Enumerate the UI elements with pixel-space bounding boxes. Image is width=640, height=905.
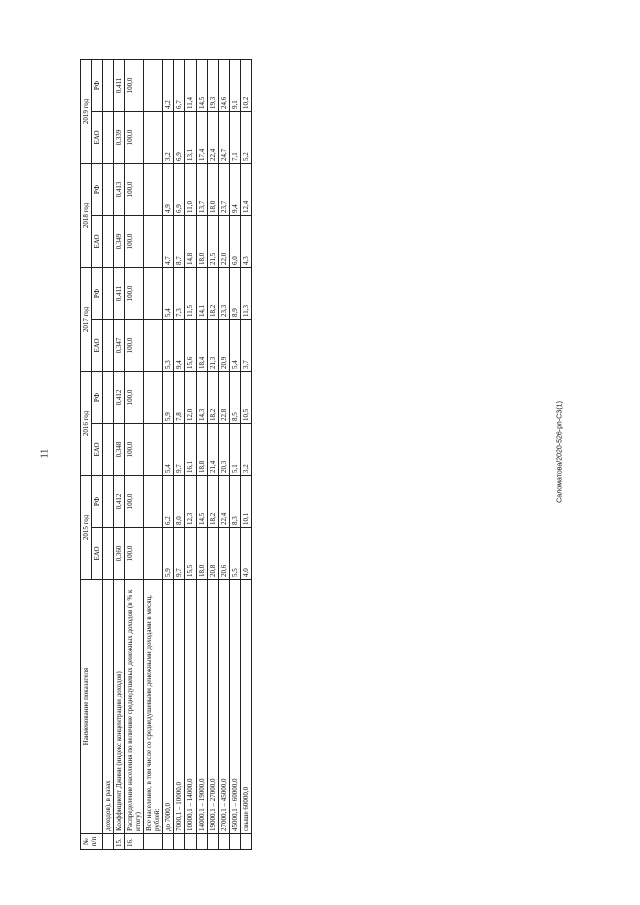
cell-eao: 15,5 bbox=[185, 528, 196, 580]
cell-rf: 6,9 bbox=[174, 164, 185, 216]
cell-eao: 5,3 bbox=[163, 320, 174, 372]
header-year: 2019 год bbox=[81, 60, 92, 164]
row-name: до 7000,0 bbox=[163, 580, 174, 834]
cell-eao: 9,4 bbox=[174, 320, 185, 372]
cell-eao: 5,4 bbox=[163, 424, 174, 476]
cell-eao: 18,0 bbox=[196, 216, 207, 268]
row-number: 15. bbox=[114, 834, 125, 850]
table-row bbox=[174, 60, 185, 850]
cell-eao: 8,7 bbox=[174, 216, 185, 268]
cell-eao bbox=[144, 528, 163, 580]
cell-eao: 3,2 bbox=[163, 112, 174, 164]
header-eao: ЕАО bbox=[92, 216, 103, 268]
cell-rf bbox=[144, 372, 163, 424]
cell-rf: 18,2 bbox=[207, 268, 218, 320]
cell-eao: 20,3 bbox=[218, 424, 229, 476]
header-eao: ЕАО bbox=[92, 528, 103, 580]
cell-eao: 0,348 bbox=[114, 424, 125, 476]
cell-rf bbox=[144, 268, 163, 320]
cell-eao: 20,9 bbox=[218, 320, 229, 372]
cell-eao: 5,5 bbox=[229, 528, 240, 580]
cell-rf: 8,0 bbox=[174, 476, 185, 528]
cell-rf: 11,0 bbox=[185, 164, 196, 216]
cell-eao: 0,339 bbox=[114, 112, 125, 164]
cell-rf: 18,2 bbox=[207, 372, 218, 424]
cell-rf: 12,3 bbox=[185, 476, 196, 528]
header-year: 2016 год bbox=[81, 372, 92, 476]
document-code-text: Саломатова/2020-526-рп-СЗ(1) bbox=[556, 401, 564, 503]
cell-rf: 0,411 bbox=[114, 60, 125, 112]
cell-rf: 9,1 bbox=[229, 60, 240, 112]
cell-rf: 7,3 bbox=[174, 268, 185, 320]
row-name: 27000,1 – 45000,0 bbox=[218, 580, 229, 834]
cell-rf: 7,8 bbox=[174, 372, 185, 424]
table-row bbox=[144, 60, 163, 850]
row-number bbox=[218, 834, 229, 850]
cell-eao: 5,9 bbox=[163, 528, 174, 580]
cell-eao: 20,8 bbox=[207, 528, 218, 580]
cell-eao: 18,4 bbox=[196, 320, 207, 372]
cell-rf: 0,412 bbox=[114, 372, 125, 424]
cell-eao bbox=[103, 424, 114, 476]
row-name: 14000,1 – 19000,0 bbox=[196, 580, 207, 834]
header-year: 2018 год bbox=[81, 164, 92, 268]
header-rf: РФ bbox=[92, 372, 103, 424]
cell-rf bbox=[144, 60, 163, 112]
cell-rf: 23,7 bbox=[218, 164, 229, 216]
cell-rf: 18,2 bbox=[207, 476, 218, 528]
cell-rf: 18,0 bbox=[207, 164, 218, 216]
cell-eao: 13,1 bbox=[185, 112, 196, 164]
cell-rf bbox=[144, 476, 163, 528]
table-row bbox=[229, 60, 240, 850]
table-inner bbox=[80, 60, 280, 850]
cell-rf: 10,2 bbox=[240, 60, 251, 112]
cell-rf: 8,5 bbox=[229, 372, 240, 424]
cell-rf: 100,0 bbox=[125, 476, 144, 528]
cell-rf: 100,0 bbox=[125, 372, 144, 424]
cell-eao: 6,0 bbox=[229, 216, 240, 268]
table-row bbox=[114, 60, 125, 850]
table-row bbox=[103, 60, 114, 850]
cell-rf: 24,6 bbox=[218, 60, 229, 112]
cell-eao: 9,7 bbox=[174, 424, 185, 476]
row-number bbox=[174, 834, 185, 850]
row-number bbox=[207, 834, 218, 850]
header-eao: ЕАО bbox=[92, 320, 103, 372]
cell-rf: 100,0 bbox=[125, 60, 144, 112]
cell-eao: 100,0 bbox=[125, 424, 144, 476]
cell-eao: 100,0 bbox=[125, 320, 144, 372]
cell-eao: 3,2 bbox=[240, 424, 251, 476]
cell-rf: 14,1 bbox=[196, 268, 207, 320]
header-year: 2017 год bbox=[81, 268, 92, 372]
cell-eao: 21,4 bbox=[207, 424, 218, 476]
cell-eao: 100,0 bbox=[125, 528, 144, 580]
cell-rf: 14,5 bbox=[196, 476, 207, 528]
cell-eao: 22,0 bbox=[218, 216, 229, 268]
row-name: доходов), в разах bbox=[103, 580, 114, 834]
cell-eao: 0,360 bbox=[114, 528, 125, 580]
cell-rf: 100,0 bbox=[125, 268, 144, 320]
cell-rf: 5,9 bbox=[163, 372, 174, 424]
cell-eao: 5,2 bbox=[240, 112, 251, 164]
header-year: 2015 год bbox=[81, 476, 92, 580]
header-rf: РФ bbox=[92, 164, 103, 216]
cell-eao bbox=[144, 320, 163, 372]
table-rotator bbox=[80, 60, 280, 850]
table-row bbox=[218, 60, 229, 850]
row-number bbox=[103, 834, 114, 850]
cell-eao: 21,3 bbox=[207, 320, 218, 372]
cell-eao: 22,4 bbox=[207, 112, 218, 164]
cell-rf: 22,4 bbox=[218, 476, 229, 528]
cell-eao: 20,6 bbox=[218, 528, 229, 580]
cell-rf: 8,3 bbox=[229, 476, 240, 528]
cell-rf: 5,4 bbox=[163, 268, 174, 320]
cell-rf: 6,7 bbox=[174, 60, 185, 112]
cell-rf: 100,0 bbox=[125, 164, 144, 216]
table-row bbox=[163, 60, 174, 850]
cell-eao bbox=[103, 320, 114, 372]
income-distribution-table bbox=[80, 59, 252, 850]
cell-rf bbox=[103, 164, 114, 216]
table-row bbox=[185, 60, 196, 850]
row-name: 45000,1 – 60000,0 bbox=[229, 580, 240, 834]
page-number: 11 bbox=[39, 448, 51, 459]
cell-rf: 10,1 bbox=[240, 476, 251, 528]
header-row-years bbox=[81, 60, 92, 850]
cell-eao: 18,8 bbox=[196, 424, 207, 476]
cell-eao: 5,4 bbox=[229, 320, 240, 372]
cell-eao: 14,8 bbox=[185, 216, 196, 268]
cell-eao bbox=[144, 424, 163, 476]
table-row bbox=[207, 60, 218, 850]
row-name: Распределение населения по величине среднедушевых денежных доходов (в % к итогу) bbox=[125, 580, 144, 834]
cell-eao: 18,0 bbox=[196, 528, 207, 580]
table-row bbox=[125, 60, 144, 850]
header-rf: РФ bbox=[92, 60, 103, 112]
cell-eao: 9,7 bbox=[174, 528, 185, 580]
row-name: Коэффициент Джини (индекс концентрации доходов) bbox=[114, 580, 125, 834]
row-number bbox=[196, 834, 207, 850]
row-name: 7000,1 – 10000,0 bbox=[174, 580, 185, 834]
cell-rf: 4,9 bbox=[163, 164, 174, 216]
header-rf: РФ bbox=[92, 476, 103, 528]
header-eao: ЕАО bbox=[92, 424, 103, 476]
cell-rf: 12,4 bbox=[240, 164, 251, 216]
cell-eao: 4,3 bbox=[240, 216, 251, 268]
cell-rf: 9,4 bbox=[229, 164, 240, 216]
cell-rf: 14,5 bbox=[196, 60, 207, 112]
cell-rf: 10,5 bbox=[240, 372, 251, 424]
cell-rf: 13,7 bbox=[196, 164, 207, 216]
cell-rf: 0,412 bbox=[114, 476, 125, 528]
cell-rf: 0,413 bbox=[114, 164, 125, 216]
cell-eao: 15,6 bbox=[185, 320, 196, 372]
cell-rf: 19,3 bbox=[207, 60, 218, 112]
header-no: № п/п bbox=[81, 834, 103, 850]
cell-eao: 6,9 bbox=[174, 112, 185, 164]
cell-eao: 4,0 bbox=[240, 528, 251, 580]
cell-rf: 23,3 bbox=[218, 268, 229, 320]
cell-rf: 14,3 bbox=[196, 372, 207, 424]
cell-rf: 12,0 bbox=[185, 372, 196, 424]
row-name: 19000,1 – 27000,0 bbox=[207, 580, 218, 834]
row-name: свыше 60000,0 bbox=[240, 580, 251, 834]
cell-eao: 16,1 bbox=[185, 424, 196, 476]
cell-eao: 17,4 bbox=[196, 112, 207, 164]
row-number bbox=[229, 834, 240, 850]
cell-eao: 7,1 bbox=[229, 112, 240, 164]
cell-eao: 4,7 bbox=[163, 216, 174, 268]
cell-rf: 11,5 bbox=[185, 268, 196, 320]
row-number bbox=[144, 834, 163, 850]
cell-eao: 0,347 bbox=[114, 320, 125, 372]
cell-rf: 4,2 bbox=[163, 60, 174, 112]
row-number bbox=[163, 834, 174, 850]
row-number: 16. bbox=[125, 834, 144, 850]
cell-rf: 11,4 bbox=[185, 60, 196, 112]
row-name: 10000,1 – 14000,0 bbox=[185, 580, 196, 834]
cell-eao: 100,0 bbox=[125, 112, 144, 164]
cell-eao bbox=[144, 216, 163, 268]
cell-rf bbox=[103, 60, 114, 112]
cell-eao bbox=[103, 528, 114, 580]
cell-rf: 8,9 bbox=[229, 268, 240, 320]
cell-eao: 5,1 bbox=[229, 424, 240, 476]
cell-eao bbox=[103, 112, 114, 164]
cell-eao bbox=[144, 112, 163, 164]
cell-eao: 100,0 bbox=[125, 216, 144, 268]
cell-eao: 3,7 bbox=[240, 320, 251, 372]
header-eao: ЕАО bbox=[92, 112, 103, 164]
cell-rf: 0,411 bbox=[114, 268, 125, 320]
cell-rf bbox=[144, 164, 163, 216]
cell-eao: 0,349 bbox=[114, 216, 125, 268]
cell-rf: 11,3 bbox=[240, 268, 251, 320]
cell-rf: 6,2 bbox=[163, 476, 174, 528]
row-number bbox=[240, 834, 251, 850]
row-name: Все население, в том числе со среднедушевыми денежными доходами в месяц, рублей: bbox=[144, 580, 163, 834]
row-number bbox=[185, 834, 196, 850]
cell-rf bbox=[103, 372, 114, 424]
cell-eao: 24,7 bbox=[218, 112, 229, 164]
cell-rf bbox=[103, 268, 114, 320]
table-row bbox=[240, 60, 251, 850]
cell-rf: 22,8 bbox=[218, 372, 229, 424]
table-row bbox=[196, 60, 207, 850]
header-name: Наименование показателя bbox=[81, 580, 103, 834]
cell-eao bbox=[103, 216, 114, 268]
header-rf: РФ bbox=[92, 268, 103, 320]
cell-rf bbox=[103, 476, 114, 528]
table-body bbox=[103, 60, 252, 850]
cell-eao: 21,5 bbox=[207, 216, 218, 268]
